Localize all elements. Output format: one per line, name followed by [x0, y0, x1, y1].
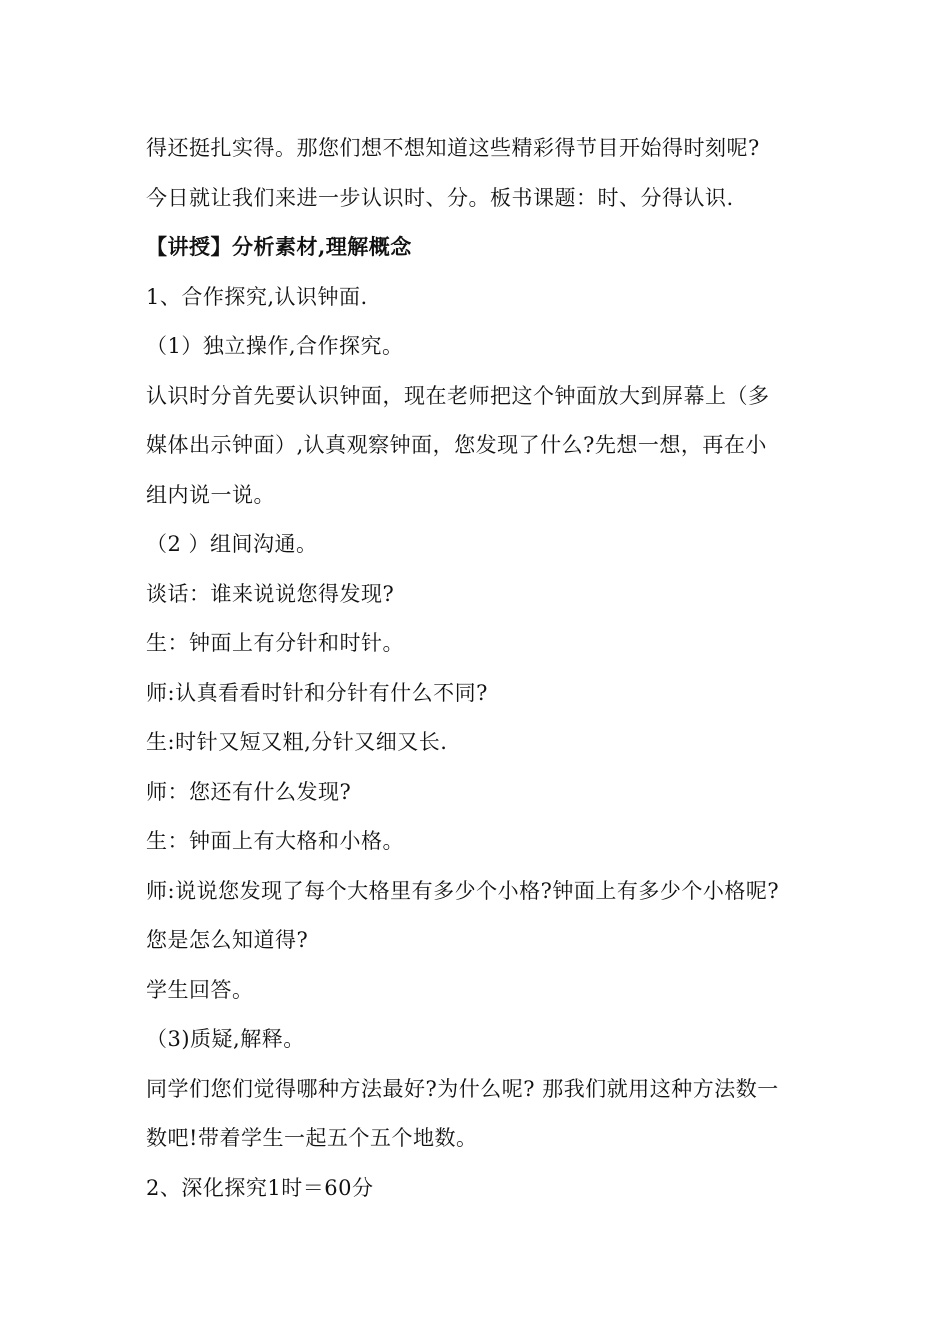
text-line: 同学们您们觉得哪种方法最好?为什么呢? 那我们就用这种方法数一	[146, 1076, 779, 1101]
text-line: 今日就让我们来进一步认识时、分。板书课题：时、分得认识.	[146, 185, 734, 210]
text-line: 生:时针又短又粗,分针又细又长.	[146, 730, 448, 754]
text-line: （1）独立操作,合作探究。	[146, 334, 404, 358]
text-line: 数吧!带着学生一起五个五个地数。	[146, 1126, 478, 1150]
subsection-heading: 1、合作探究,认识钟面.	[146, 284, 368, 309]
text-line: 得还挺扎实得。那您们想不想知道这些精彩得节目开始得时刻呢?	[146, 136, 760, 160]
text-line: 谈话：谁来说说您得发现?	[146, 581, 395, 606]
text-line: 媒体出示钟面）,认真观察钟面，您发现了什么?先想一想，再在小	[146, 433, 767, 457]
text-line: 生：钟面上有分针和时针。	[146, 631, 404, 655]
text-line: 认识时分首先要认识钟面，现在老师把这个钟面放大到屏幕上（多	[146, 383, 770, 408]
text-line: 师：您还有什么发现?	[146, 779, 352, 804]
text-line: 组内说一说。	[146, 482, 275, 507]
text-line: 生：钟面上有大格和小格。	[146, 829, 404, 853]
text-line: （3)质疑,解释。	[146, 1027, 305, 1051]
text-line: 学生回答。	[146, 977, 254, 1002]
document-body	[146, 130, 826, 1219]
text-line: 您是怎么知道得?	[146, 928, 309, 952]
subsection-heading: 2、深化探究1时＝60分	[146, 1175, 374, 1200]
text-line: 师:说说您发现了每个大格里有多少个小格?钟面上有多少个小格呢?	[146, 878, 780, 903]
text-line: 师:认真看看时针和分针有什么不同?	[146, 680, 488, 705]
text-line: （2 ）组间沟通。	[146, 532, 318, 556]
section-heading: 【讲授】分析素材,理解概念	[146, 234, 412, 259]
